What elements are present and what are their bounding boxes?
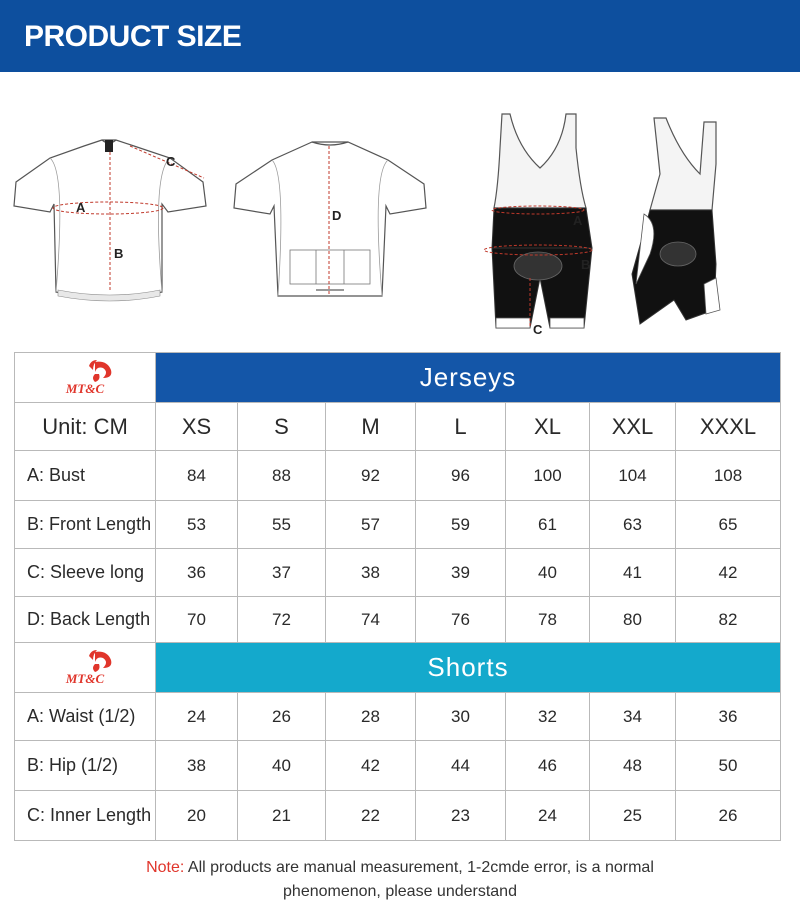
table-row bbox=[15, 501, 781, 549]
table-cell: 25 bbox=[590, 791, 676, 841]
table-cell: 104 bbox=[590, 451, 676, 501]
size-header-xs: XS bbox=[156, 403, 238, 451]
row-label: D: Back Length bbox=[15, 597, 156, 643]
table-cell: 30 bbox=[416, 693, 506, 741]
table-row bbox=[15, 741, 781, 791]
table-cell: 42 bbox=[676, 549, 781, 597]
size-header-row bbox=[15, 403, 781, 451]
back-length-label: D bbox=[332, 208, 342, 223]
table-cell: 23 bbox=[416, 791, 506, 841]
note-label: Note: bbox=[146, 859, 185, 876]
measurement-note bbox=[0, 856, 800, 904]
jersey-back-diagram bbox=[232, 138, 432, 308]
size-header-m: M bbox=[326, 403, 416, 451]
table-cell: 34 bbox=[590, 693, 676, 741]
size-header-l: L bbox=[416, 403, 506, 451]
table-row bbox=[15, 597, 781, 643]
hip-label: B bbox=[581, 257, 591, 272]
jerseys-header-row bbox=[15, 353, 781, 403]
table-cell: 37 bbox=[238, 549, 326, 597]
table-cell: 20 bbox=[156, 791, 238, 841]
jerseys-section-title: Jerseys bbox=[156, 353, 781, 403]
table-cell: 24 bbox=[156, 693, 238, 741]
table-cell: 92 bbox=[326, 451, 416, 501]
jersey-front-diagram bbox=[10, 132, 215, 307]
size-chart-table bbox=[14, 352, 781, 841]
brand-logo-icon bbox=[37, 358, 133, 398]
size-diagrams bbox=[0, 72, 800, 350]
table-cell: 36 bbox=[156, 549, 238, 597]
table-cell: 32 bbox=[506, 693, 590, 741]
table-cell: 44 bbox=[416, 741, 506, 791]
page-title: PRODUCT SIZE bbox=[24, 20, 242, 53]
note-text-1: All products are manual measurement, 1-2cmde error, is a normal bbox=[187, 859, 654, 876]
row-label: B: Front Length bbox=[15, 501, 156, 549]
table-cell: 65 bbox=[676, 501, 781, 549]
row-label: C: Inner Length bbox=[15, 791, 156, 841]
shorts-header-row bbox=[15, 643, 781, 693]
table-cell: 88 bbox=[238, 451, 326, 501]
sleeve-label: C bbox=[166, 154, 176, 169]
table-cell: 48 bbox=[590, 741, 676, 791]
table-cell: 21 bbox=[238, 791, 326, 841]
table-cell: 26 bbox=[676, 791, 781, 841]
table-row bbox=[15, 549, 781, 597]
table-cell: 100 bbox=[506, 451, 590, 501]
bust-label: A bbox=[76, 200, 86, 215]
table-cell: 28 bbox=[326, 693, 416, 741]
table-cell: 74 bbox=[326, 597, 416, 643]
shorts-section-title: Shorts bbox=[156, 643, 781, 693]
table-cell: 55 bbox=[238, 501, 326, 549]
table-row bbox=[15, 451, 781, 501]
table-cell: 42 bbox=[326, 741, 416, 791]
table-cell: 82 bbox=[676, 597, 781, 643]
table-cell: 76 bbox=[416, 597, 506, 643]
table-cell: 41 bbox=[590, 549, 676, 597]
table-cell: 96 bbox=[416, 451, 506, 501]
table-cell: 39 bbox=[416, 549, 506, 597]
table-cell: 26 bbox=[238, 693, 326, 741]
bib-side-diagram bbox=[620, 114, 730, 336]
table-cell: 80 bbox=[590, 597, 676, 643]
table-cell: 61 bbox=[506, 501, 590, 549]
table-cell: 84 bbox=[156, 451, 238, 501]
table-cell: 46 bbox=[506, 741, 590, 791]
table-cell: 36 bbox=[676, 693, 781, 741]
table-cell: 22 bbox=[326, 791, 416, 841]
row-label: B: Hip (1/2) bbox=[15, 741, 156, 791]
brand-logo bbox=[15, 353, 156, 403]
table-cell: 38 bbox=[326, 549, 416, 597]
table-cell: 108 bbox=[676, 451, 781, 501]
table-cell: 53 bbox=[156, 501, 238, 549]
table-cell: 50 bbox=[676, 741, 781, 791]
table-cell: 40 bbox=[506, 549, 590, 597]
table-row bbox=[15, 791, 781, 841]
size-header-s: S bbox=[238, 403, 326, 451]
header-bar bbox=[0, 0, 800, 72]
inner-length-label: C bbox=[533, 322, 543, 337]
table-cell: 40 bbox=[238, 741, 326, 791]
waist-label: A bbox=[573, 213, 583, 228]
unit-label: Unit: CM bbox=[15, 403, 156, 451]
table-row bbox=[15, 693, 781, 741]
row-label: C: Sleeve long bbox=[15, 549, 156, 597]
table-cell: 59 bbox=[416, 501, 506, 549]
brand-logo-icon bbox=[37, 648, 133, 688]
size-header-xxxl: XXXL bbox=[676, 403, 781, 451]
brand-logo bbox=[15, 643, 156, 693]
table-cell: 24 bbox=[506, 791, 590, 841]
table-cell: 63 bbox=[590, 501, 676, 549]
note-line-1 bbox=[0, 856, 800, 880]
table-cell: 72 bbox=[238, 597, 326, 643]
row-label: A: Bust bbox=[15, 451, 156, 501]
size-header-xl: XL bbox=[506, 403, 590, 451]
table-cell: 38 bbox=[156, 741, 238, 791]
size-header-xxl: XXL bbox=[590, 403, 676, 451]
bib-front-diagram bbox=[480, 108, 600, 340]
table-cell: 78 bbox=[506, 597, 590, 643]
front-length-label: B bbox=[114, 246, 124, 261]
brand-logo-text: MT&C bbox=[65, 670, 105, 686]
table-cell: 70 bbox=[156, 597, 238, 643]
table-cell: 57 bbox=[326, 501, 416, 549]
brand-logo-text: MT&C bbox=[65, 380, 105, 396]
note-line-2: phenomenon, please understand bbox=[283, 883, 517, 900]
row-label: A: Waist (1/2) bbox=[15, 693, 156, 741]
